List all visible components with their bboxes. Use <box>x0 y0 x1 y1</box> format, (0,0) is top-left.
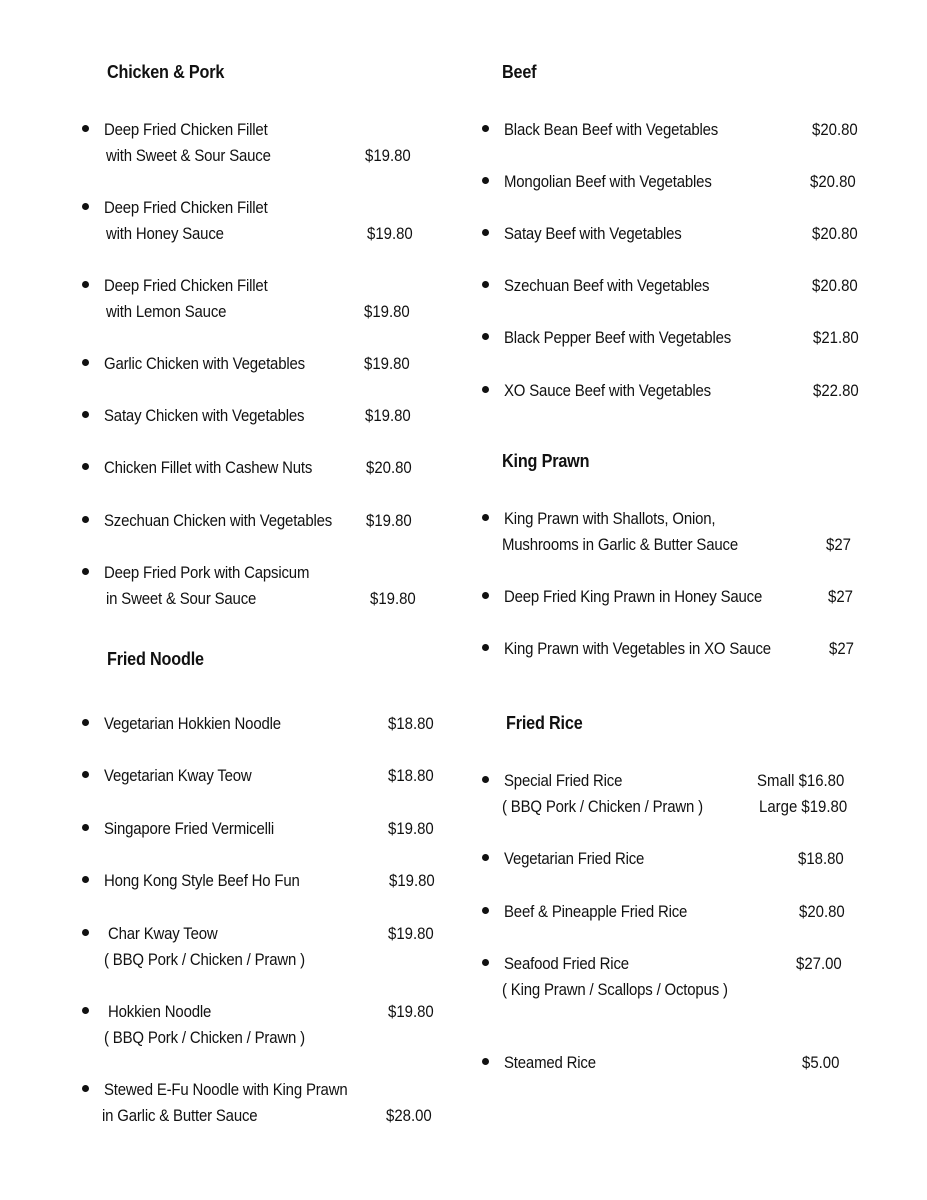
item-name: Beef & Pineapple Fried Rice <box>504 902 688 921</box>
item-price: $19.80 <box>388 1002 434 1021</box>
item-price: $19.80 <box>367 224 413 243</box>
bullet-icon <box>82 568 89 575</box>
menu-item <box>104 1077 381 1129</box>
item-name: Stewed E-Fu Noodle with King Prawn <box>104 1080 348 1099</box>
item-price: $18.80 <box>388 714 434 733</box>
item-price: $19.80 <box>389 871 435 890</box>
menu-item <box>504 768 730 820</box>
item-price: $20.80 <box>799 902 845 921</box>
menu-item <box>504 846 663 872</box>
item-description: with Lemon Sauce <box>106 302 227 321</box>
item-name: Hokkien Noodle <box>108 1002 212 1021</box>
item-price: $19.80 <box>388 819 434 838</box>
item-price: $22.80 <box>813 381 859 400</box>
item-name: Deep Fried Pork with Capsicum <box>104 563 310 582</box>
bullet-icon <box>482 229 489 236</box>
bullet-icon <box>82 1007 89 1014</box>
item-price: $20.80 <box>812 276 858 295</box>
menu-item <box>504 899 712 925</box>
bullet-icon <box>82 876 89 883</box>
item-name: Black Pepper Beef with Vegetables <box>504 328 732 347</box>
bullet-icon <box>82 1085 89 1092</box>
menu-item <box>504 506 770 558</box>
menu-item <box>504 221 706 247</box>
item-price: $18.80 <box>798 849 844 868</box>
item-price: $27.00 <box>796 954 842 973</box>
bullet-icon <box>482 333 489 340</box>
bullet-icon <box>82 281 89 288</box>
item-price: $19.80 <box>365 406 411 425</box>
menu-item <box>104 455 341 481</box>
item-price-large: Large $19.80 <box>759 797 848 816</box>
bullet-icon <box>482 514 489 521</box>
bullet-icon <box>82 203 89 210</box>
bullet-icon <box>82 411 89 418</box>
item-name: Chicken Fillet with Cashew Nuts <box>104 458 313 477</box>
item-name: Vegetarian Fried Rice <box>504 849 645 868</box>
menu-item <box>504 1050 608 1076</box>
bullet-icon <box>482 125 489 132</box>
menu-item <box>104 921 332 973</box>
menu-item <box>504 169 740 195</box>
item-price: $27 <box>829 639 854 658</box>
menu-item <box>104 999 332 1051</box>
menu-item <box>504 584 797 610</box>
item-description: ( BBQ Pork / Chicken / Prawn ) <box>104 950 305 969</box>
menu-item <box>504 378 739 404</box>
menu-item <box>104 403 332 429</box>
menu-item <box>104 868 326 894</box>
item-name: Singapore Fried Vermicelli <box>104 819 275 838</box>
item-price: $5.00 <box>802 1053 840 1072</box>
bullet-icon <box>82 125 89 132</box>
menu-item <box>104 711 305 737</box>
item-name: Deep Fried Chicken Fillet <box>104 276 268 295</box>
section-heading-beef: Beef <box>502 62 537 82</box>
item-price: $20.80 <box>812 120 858 139</box>
menu-item <box>504 273 737 299</box>
bullet-icon <box>82 359 89 366</box>
bullet-icon <box>482 854 489 861</box>
bullet-icon <box>482 1058 489 1065</box>
menu-item <box>104 508 363 534</box>
item-name: Deep Fried Chicken Fillet <box>104 198 268 217</box>
item-price: $20.80 <box>812 224 858 243</box>
bullet-icon <box>482 386 489 393</box>
item-price: $18.80 <box>388 766 434 785</box>
menu-item <box>504 951 759 1003</box>
item-price: $27 <box>828 587 853 606</box>
bullet-icon <box>82 463 89 470</box>
menu-item <box>504 325 762 351</box>
item-name: Black Bean Beef with Vegetables <box>504 120 719 139</box>
item-name: Garlic Chicken with Vegetables <box>104 354 305 373</box>
item-name: Satay Beef with Vegetables <box>504 224 682 243</box>
bullet-icon <box>482 644 489 651</box>
section-heading-fried-rice: Fried Rice <box>506 713 583 733</box>
bullet-icon <box>82 771 89 778</box>
item-price: $19.80 <box>388 924 434 943</box>
item-price: $20.80 <box>810 172 856 191</box>
menu-item <box>104 351 332 377</box>
item-description: in Garlic & Butter Sauce <box>102 1106 258 1125</box>
section-heading-king-prawn: King Prawn <box>502 451 590 471</box>
item-name: Hong Kong Style Beef Ho Fun <box>104 871 300 890</box>
bullet-icon <box>482 177 489 184</box>
item-price: $19.80 <box>364 302 410 321</box>
item-name: Steamed Rice <box>504 1053 596 1072</box>
menu-item <box>504 636 807 662</box>
item-description: Mushrooms in Garlic & Butter Sauce <box>502 535 738 554</box>
item-price: $21.80 <box>813 328 859 347</box>
menu-item <box>104 560 337 612</box>
item-price-small: Small $16.80 <box>757 771 845 790</box>
item-name: Char Kway Teow <box>108 924 218 943</box>
item-description: ( BBQ Pork / Chicken / Prawn ) <box>502 797 703 816</box>
item-price: $19.80 <box>365 146 411 165</box>
item-price: $19.80 <box>370 589 416 608</box>
item-name: Special Fried Rice <box>504 771 623 790</box>
menu-item <box>104 117 293 169</box>
item-description: ( BBQ Pork / Chicken / Prawn ) <box>104 1028 305 1047</box>
item-name: Vegetarian Kway Teow <box>104 766 252 785</box>
item-name: Seafood Fried Rice <box>504 954 629 973</box>
bullet-icon <box>482 281 489 288</box>
item-name: Satay Chicken with Vegetables <box>104 406 305 425</box>
bullet-icon <box>82 929 89 936</box>
bullet-icon <box>482 776 489 783</box>
menu-item <box>104 195 290 247</box>
item-description: ( King Prawn / Scallops / Octopus ) <box>502 980 728 999</box>
item-name: King Prawn with Vegetables in XO Sauce <box>504 639 771 658</box>
bullet-icon <box>482 592 489 599</box>
item-price: $19.80 <box>366 511 412 530</box>
item-price: $19.80 <box>364 354 410 373</box>
menu-item <box>104 816 297 842</box>
item-price: $20.80 <box>366 458 412 477</box>
bullet-icon <box>82 719 89 726</box>
menu-item <box>104 273 290 325</box>
item-name: Deep Fried King Prawn in Honey Sauce <box>504 587 763 606</box>
item-name: Deep Fried Chicken Fillet <box>104 120 268 139</box>
item-name: Vegetarian Hokkien Noodle <box>104 714 281 733</box>
menu-item <box>504 117 747 143</box>
item-description: with Sweet & Sour Sauce <box>106 146 271 165</box>
item-description: with Honey Sauce <box>106 224 224 243</box>
section-heading-chicken-pork: Chicken & Pork <box>107 62 225 82</box>
item-name: Mongolian Beef with Vegetables <box>504 172 712 191</box>
bullet-icon <box>82 824 89 831</box>
item-name: XO Sauce Beef with Vegetables <box>504 381 711 400</box>
item-price: $27 <box>826 535 851 554</box>
item-price: $28.00 <box>386 1106 432 1125</box>
bullet-icon <box>482 959 489 966</box>
item-name: King Prawn with Shallots, Onion, <box>504 509 716 528</box>
section-heading-fried-noodle: Fried Noodle <box>107 649 204 669</box>
item-description: in Sweet & Sour Sauce <box>106 589 257 608</box>
item-name: Szechuan Beef with Vegetables <box>504 276 710 295</box>
bullet-icon <box>482 907 489 914</box>
bullet-icon <box>82 516 89 523</box>
menu-item <box>104 763 272 789</box>
item-name: Szechuan Chicken with Vegetables <box>104 511 333 530</box>
